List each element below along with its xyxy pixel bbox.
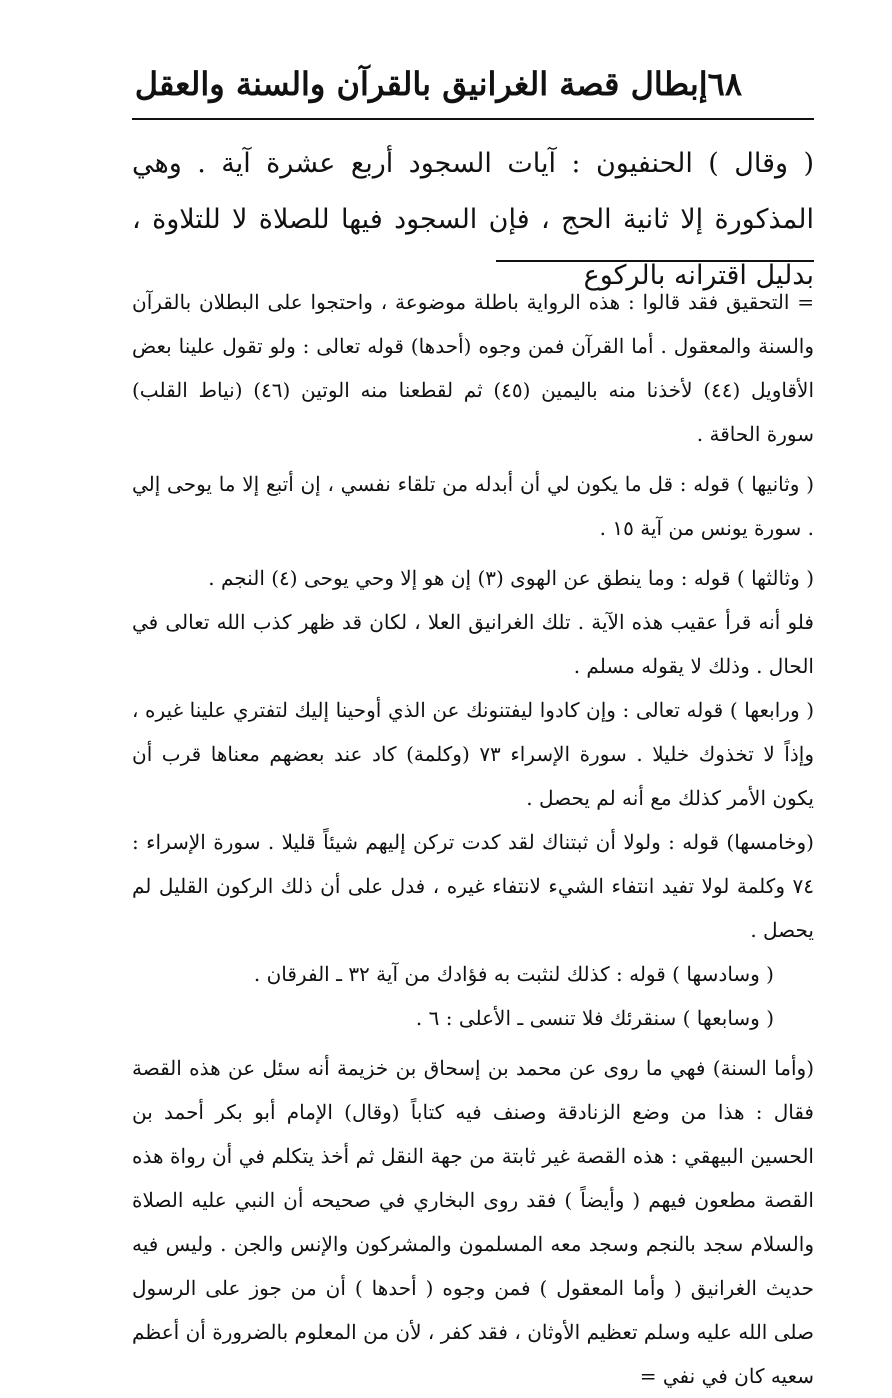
footnote-paragraph: ( وثانيها ) قوله : قل ما يكون لي أن أبدله من تلقاء نفسي ، إن أتبع إلا ما يوحى إلي . سورة يونس من آية ١٥ .	[132, 472, 814, 540]
footnote-paragraph: ( وسابعها ) سنقرئك فلا تنسى ـ الأعلى : ٦ .	[415, 1006, 774, 1030]
main-text: ( وقال ) الحنفيون : آيات السجود أربع عشرة آية . وهي المذكورة إلا ثانية الحج ، فإن السجود فيها للصلاة لا للتلاوة ، بدليل اقترانه بالركوع	[132, 148, 814, 291]
footnote-paragraph: فلو أنه قرأ عقيب هذه الآية . تلك الغرانيق العلا ، لكان قد ظهر كذب الله تعالى في الحال . وذلك لا يقوله مسلم .	[132, 610, 814, 678]
footnote-paragraph: ( ورابعها ) قوله تعالى : وإن كادوا ليفتنونك عن الذي أوحينا إليك لتفتري علينا غيره ، وإذاً لا تخذوك خليلا . سورة الإسراء ٧٣ (وكلمة) كاد عند بعضهم معناها قرب أن يكون الأمر كذلك مع أنه لم يحصل .	[132, 698, 814, 810]
footnote-rule	[496, 260, 814, 262]
footnotes	[132, 280, 814, 1398]
footnote-paragraph: (وخامسها) قوله : ولولا أن ثبتناك لقد كدت تركن إليهم شيئاً قليلا . سورة الإسراء : ٧٤ وكلمة لولا تفيد انتفاء الشيء لانتفاء غيره ، فدل على أن ذلك الركون القليل لم يحصل .	[132, 830, 814, 942]
header-rule	[132, 118, 814, 120]
running-title: إبطال قصة الغرانيق بالقرآن والسنة والعقل	[134, 65, 708, 103]
page-number: ٦٨	[707, 65, 742, 103]
footnote-paragraph: (وأما السنة) فهي ما روى عن محمد بن إسحاق بن خزيمة أنه سئل عن هذه القصة فقال : هذا من وضع الزنادقة وصنف فيه كتاباً (وقال) الإمام أبو بكر أحمد بن الحسين البيهقي : هذه القصة غير ثابتة من جهة النقل ثم أخذ يتكلم في أن رواة هذه القصة مطعون فيهم ( وأيضاً ) فقد روى البخاري في صحيحه أن النبي عليه الصلاة والسلام سجد بالنجم وسجد معه المسلمون والمشركون والإنس والجن . وليس فيه حديث الغرانيق ( وأما المعقول ) فمن وجوه ( أحدها ) أن من جوز على الرسول صلى الله عليه وسلم تعظيم الأوثان ، فقد كفر ، لأن من المعلوم بالضرورة أن أعظم سعيه كان في نفي =	[132, 1056, 814, 1388]
page-header	[134, 62, 742, 106]
footnote-paragraph: = التحقيق فقد قالوا : هذه الرواية باطلة موضوعة ، واحتجوا على البطلان بالقرآن والسنة والمعقول . أما القرآن فمن وجوه (أحدها) قوله تعالى : ولو تقول علينا بعض الأقاويل (٤٤) لأخذنا منه باليمين (٤٥) ثم لقطعنا منه الوتين (٤٦) (نياط القلب) سورة الحاقة .	[132, 290, 815, 446]
footnote-paragraph: ( وثالثها ) قوله : وما ينطق عن الهوى (٣) إن هو إلا وحي يوحى (٤) النجم .	[208, 566, 814, 590]
footnote-paragraph: ( وسادسها ) قوله : كذلك لنثبت به فؤادك من آية ٣٢ ـ الفرقان .	[253, 962, 774, 986]
